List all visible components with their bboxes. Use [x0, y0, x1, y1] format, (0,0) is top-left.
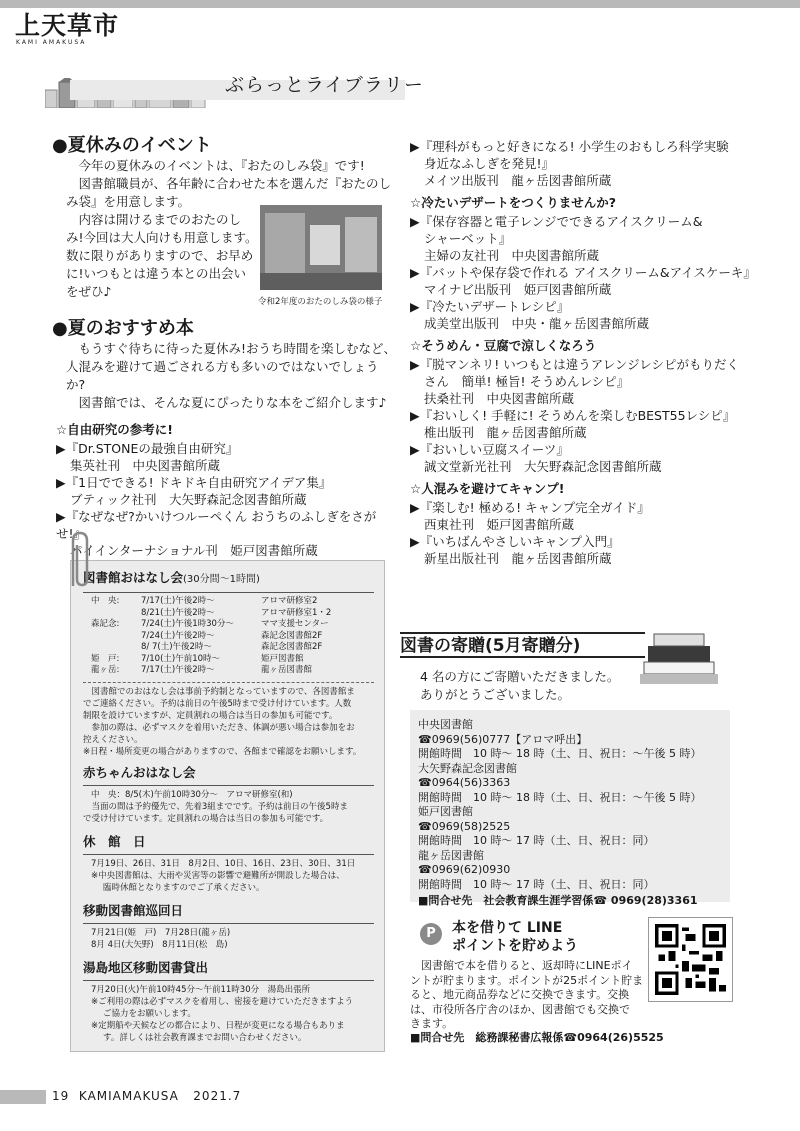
summer-event-line: 図書館職員が、各年齢に合わせた本を選んだ『おたのし — [78, 176, 392, 191]
magazine-name: KAMIAMAKUSA — [78, 1089, 179, 1103]
library-info-line: 開館時間 10 時〜 17 時（土、日、祝日：同） — [418, 834, 655, 847]
donation-message — [420, 668, 650, 704]
closed-note: ※中央図書館は、大雨や災害等の影響で避難所が開設した場合は、 — [91, 870, 345, 881]
mobile-title: 移動図書館巡回日 — [83, 902, 184, 918]
yushima-note: ※ご利用の際は必ずマスクを着用し、密接を避けていただきますよう — [91, 996, 354, 1007]
book-group-title: ☆冷たいデザートをつくりませんか? — [410, 195, 616, 210]
book-group-research — [52, 420, 397, 559]
paperclip-icon — [63, 531, 93, 591]
book-title: ▶『楽しむ! 極める! キャンプ完全ガイド』 — [410, 500, 650, 515]
book-entry — [410, 533, 795, 567]
ohanashi-note: 参加の際は、必ずマスクを着用いただき、体調が悪い場合は参加をお — [91, 722, 355, 733]
book-title: ▶『脱マンネリ! いつもとは違うアレンジレシピがもりだく — [410, 357, 739, 372]
event-photo — [260, 205, 382, 290]
line-point-section — [410, 915, 735, 1050]
book-publisher: 誠文堂新光社刊 大矢野森記念図書館所蔵 — [424, 459, 662, 474]
library-info-line: ☎0969(58)2525 — [418, 819, 511, 833]
book-title: ▶『Dr.STONEの最強自由研究』 — [56, 441, 239, 456]
recommend-heading: ●夏のおすすめ本 — [52, 318, 194, 339]
book-title: ▶『保存容器と電子レンジでできるアイスクリーム& — [410, 214, 703, 229]
book-entry — [410, 264, 795, 298]
summer-event-line: み!今回は大人向けも用意します。 — [66, 230, 258, 245]
book-publisher: マイナビ出版刊 姫戸図書館所蔵 — [424, 282, 612, 297]
book-entry — [410, 499, 795, 533]
ohanashi-note: でご連絡ください。予約は前日の午後5時まで受け付けています。人数 — [83, 698, 352, 709]
ohanashi-note: ※日程・場所変更の場合がありますので、各館まで確認をお願いします。 — [83, 746, 362, 757]
book-title: ▶『冷たいデザートレシピ』 — [410, 299, 570, 314]
book-entry — [56, 440, 397, 474]
mobile-line: 7月21日(姫 戸) 7月28日(龍ヶ岳) — [91, 927, 231, 938]
event-info-box — [70, 560, 385, 1052]
line-point-line: 図書館で本を借りると、返却時にLINEポイ — [421, 959, 633, 972]
schedule-row: 7/24(土)午後2時〜 森記念図書館2F — [141, 630, 323, 641]
book-publisher: パイインターナショナル刊 姫戸図書館所蔵 — [70, 543, 318, 558]
library-info-line: ☎0969(56)0777【アロマ呼出】 — [418, 732, 588, 746]
book-publisher: メイツ出版刊 龍ヶ岳図書館所蔵 — [424, 173, 612, 188]
book-entry — [56, 508, 397, 559]
book-title: ▶『いちばんやさしいキャンプ入門』 — [410, 534, 620, 549]
book-entry — [56, 474, 397, 508]
yushima-note: ご協力をお願いします。 — [103, 1008, 196, 1019]
line-point-title: 本を借りて LINE — [452, 920, 563, 936]
recommend-line: 図書館では、そんな夏にぴったりな本をご紹介します♪ — [78, 395, 387, 410]
footer-bar — [0, 1090, 46, 1104]
book-title: ▶『おいしく! 手軽に! そうめんを楽しむBEST55レシピ』 — [410, 408, 736, 423]
yushima-line: 7月20日(火)午前10時45分〜午前11時30分 湯島出張所 — [91, 984, 311, 995]
baby-note: 当面の間は予約優先で、先着3組までです。予約は前日の午後5時ま — [91, 801, 348, 812]
footer — [52, 1089, 241, 1103]
yushima-title: 湯島地区移動図書貸出 — [83, 959, 209, 975]
schedule-row: 森記念: 7/24(土)午後1時30分〜 ママ支援センター — [91, 619, 329, 629]
library-info-box — [410, 710, 730, 907]
schedule-row: 8/ 7(土)午後2時〜 森記念図書館2F — [141, 642, 323, 652]
library-info-line: 開館時間 10 時〜 18 時（土、日、祝日：〜午後 5 時） — [418, 790, 702, 804]
city-logo-sub: KAMI AMAKUSA — [16, 39, 87, 46]
summer-event-line: み袋』を用意します。 — [66, 194, 191, 209]
book-publisher: 扶桑社刊 中央図書館所蔵 — [424, 391, 575, 406]
line-point-line: ると、地元商品券などに交換できます。交換 — [410, 988, 630, 1001]
book-entry — [410, 213, 795, 264]
yushima-note: す。詳しくは社会教育課までお問い合わせください。 — [103, 1032, 307, 1043]
summer-event-line: に!いつもとは違う本との出会い — [66, 266, 247, 281]
book-publisher: 椎出版刊 龍ヶ岳図書館所蔵 — [424, 425, 587, 440]
library-info-line: 大矢野森記念図書館 — [418, 761, 517, 775]
line-point-line: ントが貯まります。ポイントが25ポイント貯ま — [410, 973, 644, 987]
books-icon — [640, 628, 720, 690]
book-group-title: ☆自由研究の参考に! — [56, 422, 173, 437]
book-title-cont: シャーベット』 — [424, 231, 512, 246]
library-contact: ■問合せ先 社会教育課生涯学習係☎ 0969(28)3361 — [418, 894, 698, 907]
book-title: ▶『おいしい豆腐スイーツ』 — [410, 442, 569, 457]
library-info-line: 姫戸図書館 — [418, 805, 473, 818]
library-info-line: ☎0969(62)0930 — [418, 863, 511, 876]
photo-caption: 令和2年度のおたのしみ袋の様子 — [258, 297, 383, 307]
book-title: ▶『理科がもっと好きになる! 小学生のおもしろ科学実験 — [410, 139, 729, 154]
ohanashi-note: 控えください。 — [83, 734, 143, 745]
book-title: ▶『1日でできる! ドキドキ自由研究アイデア集』 — [56, 475, 332, 490]
ohanashi-schedule — [83, 596, 374, 677]
city-logo: 上天草市 — [15, 11, 120, 40]
closed-title: 休 館 日 — [83, 833, 146, 849]
line-point-title: ポイントを貯めよう — [452, 938, 578, 954]
baby-line: 中 央：8/5(木)午前10時30分〜 アロマ研修室(和) — [91, 789, 293, 800]
baby-note: で受け付けています。定員割れの場合は当日の参加も可能です。 — [83, 813, 329, 824]
library-info-line: 開館時間 10 時〜 18 時（土、日、祝日：〜午後 5 時） — [418, 747, 702, 760]
line-point-line: きます。 — [410, 1017, 454, 1030]
point-badge-icon: P — [420, 923, 442, 945]
book-title: ▶『なぜなぜ?かいけつルーペくん おうちのふしぎをさがせ!』 — [56, 509, 377, 541]
book-publisher: 新星出版社刊 龍ヶ岳図書館所蔵 — [424, 551, 612, 566]
summer-event-line: 今年の夏休みのイベントは、『おたのしみ袋』です! — [78, 158, 365, 173]
book-publisher: 成美堂出版刊 中央・龍ヶ岳図書館所蔵 — [424, 316, 650, 331]
book-entry — [410, 356, 795, 407]
book-publisher: 主婦の友社刊 中央図書館所蔵 — [424, 248, 600, 263]
line-point-contact: ■問合せ先 総務課秘書広報係☎0964(26)5525 — [410, 1031, 664, 1044]
book-group-title: ☆人混みを避けてキャンプ! — [410, 481, 565, 496]
baby-title: 赤ちゃんおはなし会 — [83, 764, 196, 780]
summer-event-line: をぜひ♪ — [66, 284, 112, 299]
book-title-cont: 身近なふしぎを発見!』 — [424, 156, 555, 171]
book-title: ▶『バットや保存袋で作れる アイスクリーム&アイスケーキ』 — [410, 265, 756, 280]
library-info-line: 開館時間 10 時〜 17 時（土、日、祝日：同） — [418, 877, 655, 891]
ohanashi-note: 図書館でのおはなし会は事前予約制となっていますので、各図書館ま — [91, 686, 355, 697]
qr-code[interactable] — [648, 917, 733, 1002]
top-bar — [0, 0, 800, 8]
line-point-line: は、市役所各庁舎のほか、図書館でも交換で — [410, 1002, 630, 1016]
donation-line: ありがとうございました。 — [420, 687, 571, 702]
right-book-column — [410, 138, 795, 567]
book-entry — [410, 138, 795, 189]
recommend-line: 人混みを避けて過ごされる方も多いのではないでしょうか? — [66, 359, 379, 392]
summer-event-line: 内容は開けるまでのおたのし — [78, 212, 242, 227]
closed-note: 臨時休館となりますのでご了承ください。 — [103, 882, 265, 893]
ohanashi-title: 図書館おはなし会(30分間〜1時間) — [83, 570, 260, 585]
book-entry — [410, 298, 795, 332]
book-entry — [410, 407, 795, 441]
closed-line: 7月19日、26日、31日 8月2日、10日、16日、23日、30日、31日 — [91, 858, 356, 869]
summer-event-heading: ●夏休みのイベント — [52, 135, 212, 156]
issue-date: 2021.7 — [193, 1089, 242, 1103]
ohanashi-note: 制限を設けていますが、定員割れの場合は当日の参加も可能です。 — [83, 710, 338, 721]
page-number: 19 — [52, 1089, 70, 1103]
summer-event-line: 数に限りがありますので、お早め — [66, 248, 254, 263]
schedule-row: 中 央: 7/17(土)午後2時〜 アロマ研修室2 — [91, 596, 318, 606]
book-group-title: ☆そうめん・豆腐で涼しくなろう — [410, 338, 597, 353]
yushima-note: ※定期船や天候などの都合により、日程が変更になる場合もありま — [91, 1020, 345, 1031]
library-info-line: 中央図書館 — [418, 718, 473, 731]
library-info-line: ☎0964(56)3363 — [418, 776, 511, 789]
book-publisher: ブティック社刊 大矢野森記念図書館所蔵 — [70, 492, 307, 507]
mobile-line: 8月 4日(大矢野) 8月11日(松 島) — [91, 939, 228, 950]
recommend-section — [52, 318, 397, 559]
schedule-row: 龍ヶ岳: 7/17(土)午後2時〜 龍ヶ岳図書館 — [91, 665, 313, 675]
donation-line: 4 名の方にご寄贈いただきました。 — [420, 669, 620, 684]
library-info-line: 龍ヶ岳図書館 — [418, 848, 484, 862]
book-entry — [410, 441, 795, 475]
section-title: ぶらっとライブラリー — [225, 74, 424, 96]
book-title-cont: さん 簡単! 極旨! そうめんレシピ』 — [424, 374, 630, 389]
book-publisher: 集英社刊 中央図書館所蔵 — [70, 458, 221, 473]
schedule-row: 姫 戸: 7/10(土)午前10時〜 姫戸図書館 — [91, 653, 304, 664]
line-point-body — [410, 959, 645, 1032]
recommend-line: もうすぐ待ちに待った夏休み!おうち時間を楽しむなど、 — [78, 341, 397, 356]
schedule-row: 8/21(土)午後2時〜 アロマ研修室1・2 — [141, 607, 332, 618]
book-publisher: 西東社刊 姫戸図書館所蔵 — [424, 517, 575, 532]
donation-title: 図書の寄贈(5月寄贈分) — [400, 636, 581, 656]
